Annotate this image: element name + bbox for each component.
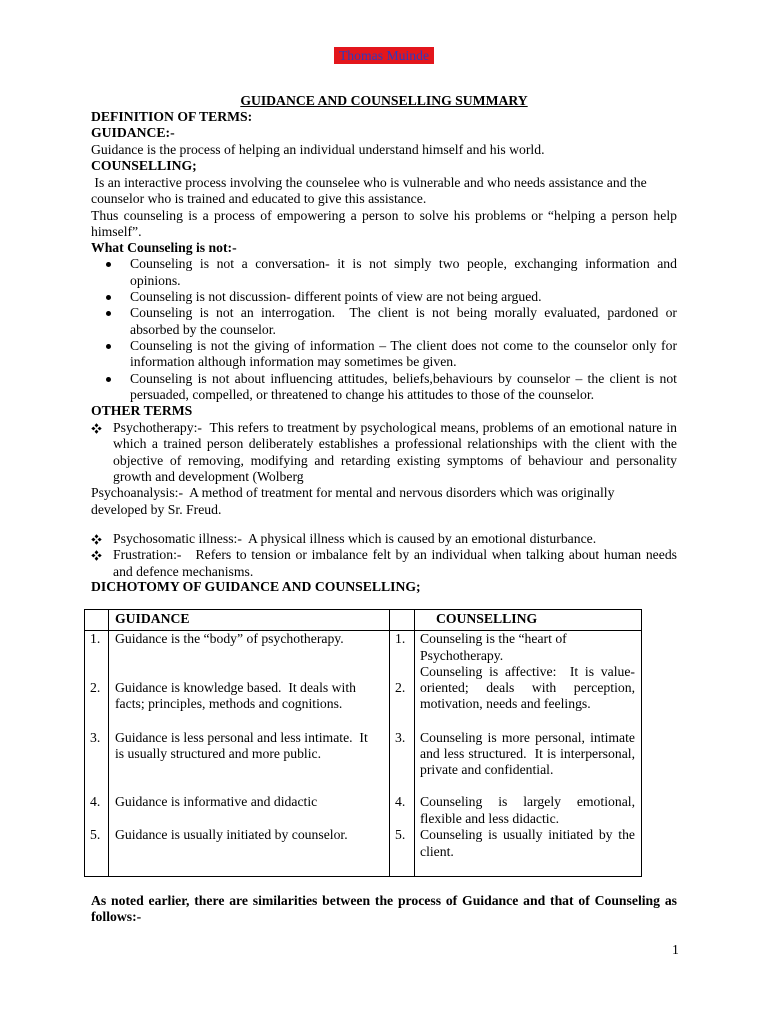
bullet-item-line: information although information may sometimes be given. xyxy=(130,354,457,369)
closing-paragraph-line: As noted earlier, there are similarities between the process of Guidance and that of Counseling as xyxy=(91,893,677,908)
four-diamond-icon xyxy=(91,534,102,545)
bullet-item-line: opinions. xyxy=(130,273,181,288)
table-border-line xyxy=(389,609,390,877)
guidance-item-number: 4. xyxy=(90,794,101,809)
counselling-item-line: flexible and less didactic. xyxy=(420,811,560,826)
guidance-item-line: Guidance is the “body” of psychotherapy. xyxy=(115,631,344,646)
term-frustration-line: Frustration:- Refers to tension or imbalance felt by an individual when talking about human needs xyxy=(113,547,677,562)
guidance-item-line: Guidance is usually initiated by counselor. xyxy=(115,827,348,842)
guidance-item-number: 2. xyxy=(90,680,101,695)
bullet-icon xyxy=(106,377,111,382)
author-name: Thomas Muinde xyxy=(334,47,434,64)
bullet-item-line: Counseling is not discussion- different points of view are not being argued. xyxy=(130,289,542,304)
guidance-item-number: 1. xyxy=(90,631,101,646)
counselling-item-line: Counseling is usually initiated by the xyxy=(420,827,635,842)
bullet-icon xyxy=(106,344,111,349)
document-title: GUIDANCE AND COUNSELLING SUMMARY xyxy=(240,93,528,108)
counselling-item-line: Psychotherapy. xyxy=(420,648,504,663)
counselling-item-line: private and confidential. xyxy=(420,762,554,777)
counselling-item-line: motivation, needs and feelings. xyxy=(420,696,591,711)
term-psychotherapy-line: Psychotherapy:- This refers to treatment by psychological means, problems of an emotional nature in xyxy=(113,420,677,435)
term-psychosomatic-line: Psychosomatic illness:- A physical illness which is caused by an emotional disturbance. xyxy=(113,531,597,546)
counselling-item-number: 3. xyxy=(395,730,406,745)
counselling-definition-line: counselor who is trained and educated to give this assistance. xyxy=(91,191,427,206)
bullet-item-line: Counseling is not an interrogation. The client is not being morally evaluated, pardoned or xyxy=(130,305,677,320)
counselling-item-number: 4. xyxy=(395,794,406,809)
bullet-item-line: persuaded, compelled, or threatened to change his attitudes to those of the counselor. xyxy=(130,387,595,402)
other-terms-heading: OTHER TERMS xyxy=(91,403,193,418)
bullet-icon xyxy=(106,295,111,300)
guidance-item-line: Guidance is knowledge based. It deals with xyxy=(115,680,356,695)
counselling-item-line: Counseling is more personal, intimate xyxy=(420,730,635,745)
guidance-definition: Guidance is the process of helping an individual understand himself and his world. xyxy=(91,142,545,157)
counselling-item-line: and less structured. It is interpersonal, xyxy=(420,746,635,761)
counselling-item-line: Counseling is affective: It is value- xyxy=(420,664,635,679)
bullet-item-line: Counseling is not the giving of information – The client does not come to the counselor only for xyxy=(130,338,677,353)
guidance-item-line: Guidance is informative and didactic xyxy=(115,794,318,809)
term-psychoanalysis-line: Psychoanalysis:- A method of treatment for mental and nervous disorders which was originally xyxy=(91,485,615,500)
counselling-item-line: client. xyxy=(420,844,454,859)
dichotomy-heading: DICHOTOMY OF GUIDANCE AND COUNSELLING; xyxy=(91,579,421,594)
author-line xyxy=(0,47,768,64)
guidance-item-line: Guidance is less personal and less intimate. It xyxy=(115,730,368,745)
closing-paragraph-line: follows:- xyxy=(91,909,142,924)
counselling-definition-line: himself”. xyxy=(91,224,142,239)
table-border-line xyxy=(414,609,415,877)
guidance-item-number: 3. xyxy=(90,730,101,745)
guidance-item-line: is usually structured and more public. xyxy=(115,746,322,761)
definitions-heading: DEFINITION OF TERMS: xyxy=(91,109,253,124)
counselling-item-number: 5. xyxy=(395,827,406,842)
page-number: 1 xyxy=(672,942,679,957)
counselling-item-line: oriented; deals with perception, xyxy=(420,680,635,695)
term-frustration-line: and defence mechanisms. xyxy=(113,564,254,579)
table-border-line xyxy=(108,609,109,877)
bullet-item-line: Counseling is not a conversation- it is not simply two people, exchanging information and xyxy=(130,256,677,271)
term-psychotherapy-line: objective of removing, modifying and retarding existing symptoms of behaviour and personality xyxy=(113,453,677,468)
counselling-item-number: 2. xyxy=(395,680,406,695)
guidance-heading: GUIDANCE:- xyxy=(91,125,175,140)
term-psychoanalysis-line: developed by Sr. Freud. xyxy=(91,502,222,517)
bullet-icon xyxy=(106,311,111,316)
counselling-heading: COUNSELLING; xyxy=(91,158,197,173)
counselling-item-number: 1. xyxy=(395,631,406,646)
term-psychotherapy-line: which a trained person deliberately establishes a professional relationships with the client with the xyxy=(113,436,677,451)
table-header-counselling: COUNSELLING xyxy=(436,611,538,626)
guidance-item-number: 5. xyxy=(90,827,101,842)
counselling-item-line: Counseling is largely emotional, xyxy=(420,794,635,809)
four-diamond-icon xyxy=(91,423,102,434)
bullet-item-line: absorbed by the counselor. xyxy=(130,322,276,337)
counselling-definition-line: Thus counseling is a process of empowering a person to solve his problems or “helping a person help xyxy=(91,208,677,223)
what-counseling-is-not-heading: What Counseling is not:- xyxy=(91,240,237,255)
bullet-item-line: Counseling is not about influencing attitudes, beliefs,behaviours by counselor – the client is not xyxy=(130,371,677,386)
counselling-definition-line: Is an interactive process involving the counselee who is vulnerable and who needs assistance and the xyxy=(91,175,647,190)
guidance-item-line: facts; principles, methods and cognitions. xyxy=(115,696,343,711)
table-header-guidance: GUIDANCE xyxy=(115,611,190,626)
bullet-icon xyxy=(106,262,111,267)
four-diamond-icon xyxy=(91,550,102,561)
counselling-item-line: Counseling is the “heart of xyxy=(420,631,567,646)
term-psychotherapy-line: growth and development (Wolberg xyxy=(113,469,304,484)
